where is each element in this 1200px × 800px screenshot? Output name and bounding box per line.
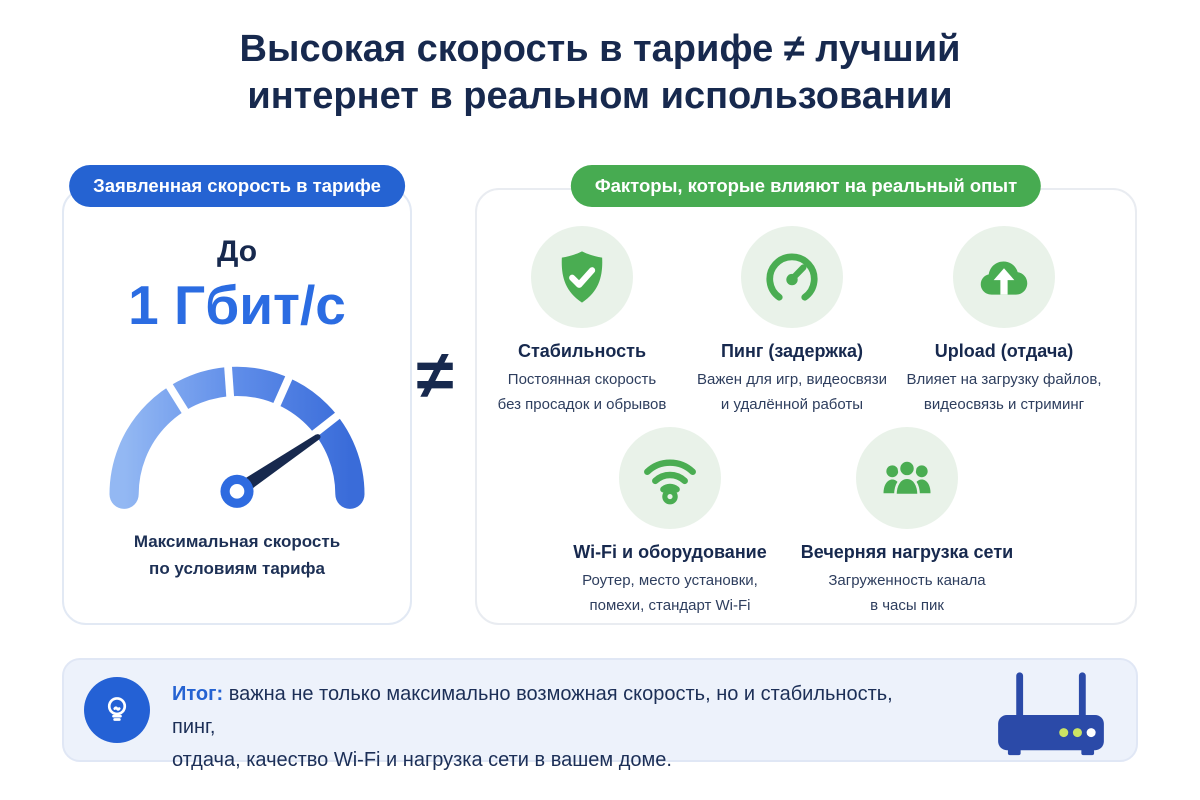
factor-desc: [689, 367, 895, 417]
shield-check-icon: [531, 226, 633, 328]
factors-card: [475, 175, 1137, 625]
factor-evening-load: [789, 427, 1025, 618]
summary-text-line2: отдача, качество Wi-Fi и нагрузка сети в вашем доме.: [172, 749, 672, 771]
speed-value: 1 Гбит/с: [128, 274, 346, 336]
factor-title: Вечерняя нагрузка сети: [800, 542, 1014, 562]
summary-bar: [62, 658, 1138, 771]
cloud-upload-icon: [953, 226, 1055, 328]
speed-prefix: До: [216, 235, 258, 268]
factor-desc: [789, 568, 1025, 618]
page-title: [0, 26, 1200, 120]
not-equal-symbol: ≠: [416, 337, 454, 413]
summary-text: [172, 678, 932, 777]
people-group-icon: [856, 427, 958, 529]
factor-desc: [482, 367, 682, 417]
tariff-speed-card: [62, 175, 412, 625]
factor-desc-line1: Влияет на загрузку файлов,: [906, 371, 1102, 388]
factor-desc-line2: видеосвязь и стриминг: [923, 396, 1085, 413]
speed-caption-line2: по условиям тарифа: [149, 559, 325, 578]
factor-desc-line2: помехи, стандарт Wi-Fi: [589, 597, 751, 614]
factor-ping: [689, 226, 895, 417]
factor-desc-line2: без просадок и обрывов: [497, 396, 667, 413]
factor-desc-line2: в часы пик: [870, 597, 944, 614]
speed-caption-line1: Максимальная скорость: [133, 532, 341, 551]
factor-desc-line2: и удалённой работы: [720, 396, 864, 413]
factor-wifi: [555, 427, 785, 618]
factor-title: Пинг (задержка): [720, 341, 864, 361]
factor-desc-line1: Загруженность канала: [828, 572, 986, 589]
factor-title: Стабильность: [517, 341, 647, 361]
factor-stability: [482, 226, 682, 417]
gauge-icon: [741, 226, 843, 328]
lightbulb-icon: [84, 677, 150, 743]
router-icon: [992, 666, 1110, 760]
factor-desc-line1: Роутер, место установки,: [582, 572, 758, 589]
factor-upload: [891, 226, 1117, 417]
factor-title: Wi-Fi и оборудование: [573, 542, 767, 562]
page-title-line2: интернет в реальном использовании: [247, 75, 953, 117]
speedometer-gauge-icon: [64, 348, 410, 514]
summary-label: Итог:: [172, 683, 224, 705]
factor-desc: [555, 568, 785, 618]
factor-desc-line1: Постоянная скорость: [507, 371, 657, 388]
factor-title: Upload (отдача): [934, 341, 1074, 361]
factor-desc: [891, 367, 1117, 417]
factors-card-badge: Факторы, которые влияют на реальный опыт: [571, 165, 1041, 207]
wifi-icon: [619, 427, 721, 529]
tariff-card-badge: Заявленная скорость в тарифе: [69, 165, 405, 207]
summary-text-line1: важна не только максимально возможная скорость, но и стабильность, пинг,: [172, 683, 893, 738]
factor-desc-line1: Важен для игр, видеосвязи: [697, 371, 887, 388]
speed-caption: [64, 528, 410, 582]
page-title-line1: Высокая скорость в тарифе ≠ лучший: [239, 28, 961, 70]
